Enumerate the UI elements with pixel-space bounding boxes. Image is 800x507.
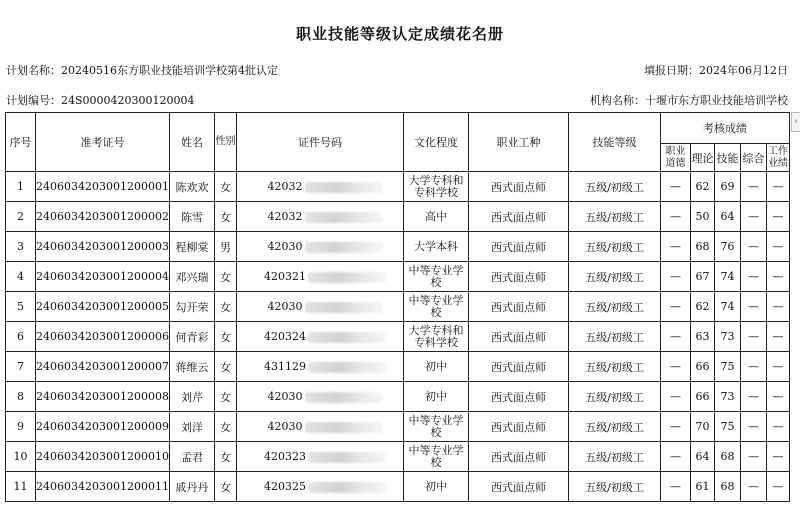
cell-level: 五级/初级工	[569, 472, 661, 502]
cell-id-no	[237, 382, 404, 412]
cell-gender: 女	[215, 472, 237, 502]
cell-score-ethics: —	[661, 412, 691, 442]
roster-table	[5, 112, 790, 502]
cell-id-no	[237, 352, 404, 382]
cell-score-work: —	[767, 382, 790, 412]
cell-gender: 女	[215, 352, 237, 382]
header-score-ethics: 职业道德	[661, 144, 691, 172]
cell-id-no	[237, 262, 404, 292]
table-row	[6, 472, 790, 502]
header-name: 姓名	[170, 113, 215, 172]
id-number-visible-prefix: 42032	[267, 210, 303, 223]
table-row	[6, 262, 790, 292]
cell-seq: 8	[6, 382, 36, 412]
cell-score-theory: 61	[691, 472, 715, 502]
id-number-visible-prefix: 420324	[264, 330, 306, 343]
cell-score-work: —	[767, 292, 790, 322]
cell-name: 何青彩	[170, 322, 215, 352]
cell-score-work: —	[767, 472, 790, 502]
cell-id-no	[237, 172, 404, 202]
cell-exam-no: 2406034203001200005	[36, 292, 170, 322]
cell-occupation: 西式面点师	[469, 442, 569, 472]
cell-exam-no: 2406034203001200007	[36, 352, 170, 382]
cell-id-no	[237, 472, 404, 502]
table-row	[6, 382, 790, 412]
cell-occupation: 西式面点师	[469, 172, 569, 202]
cell-id-no	[237, 412, 404, 442]
id-number-visible-prefix: 42030	[267, 300, 303, 313]
cell-level: 五级/初级工	[569, 232, 661, 262]
cell-occupation: 西式面点师	[469, 382, 569, 412]
cell-exam-no: 2406034203001200011	[36, 472, 170, 502]
cell-score-work: —	[767, 322, 790, 352]
cell-score-overall: —	[741, 352, 767, 382]
cell-level: 五级/初级工	[569, 262, 661, 292]
cell-name: 戚丹丹	[170, 472, 215, 502]
id-redaction-blur	[305, 422, 383, 433]
cell-level: 五级/初级工	[569, 202, 661, 232]
cell-score-overall: —	[741, 472, 767, 502]
cell-education: 中等专业学校	[404, 292, 469, 322]
cell-score-ethics: —	[661, 232, 691, 262]
header-score-skill: 技能	[715, 144, 741, 172]
cell-education: 初中	[404, 382, 469, 412]
cell-level: 五级/初级工	[569, 442, 661, 472]
cell-name: 蒋维云	[170, 352, 215, 382]
cell-level: 五级/初级工	[569, 172, 661, 202]
cell-occupation: 西式面点师	[469, 202, 569, 232]
cell-education: 大学本科	[404, 232, 469, 262]
cell-name: 陈欢欢	[170, 172, 215, 202]
cell-education: 大学专科和专科学校	[404, 322, 469, 352]
cell-score-overall: —	[741, 292, 767, 322]
cell-score-theory: 62	[691, 172, 715, 202]
cell-score-skill: 64	[715, 202, 741, 232]
cell-score-work: —	[767, 202, 790, 232]
cell-education: 高中	[404, 202, 469, 232]
cell-score-overall: —	[741, 382, 767, 412]
id-redaction-blur	[305, 392, 383, 403]
cell-education: 中等专业学校	[404, 442, 469, 472]
cell-score-ethics: —	[661, 172, 691, 202]
cell-level: 五级/初级工	[569, 292, 661, 322]
header-score-overall: 综合	[741, 144, 767, 172]
cell-seq: 7	[6, 352, 36, 382]
cell-level: 五级/初级工	[569, 322, 661, 352]
table-row	[6, 232, 790, 262]
cell-score-overall: —	[741, 232, 767, 262]
cell-level: 五级/初级工	[569, 382, 661, 412]
cell-score-skill: 73	[715, 322, 741, 352]
cell-score-overall: —	[741, 202, 767, 232]
header-gender: 性别	[215, 113, 237, 172]
id-number-visible-prefix: 42032	[267, 180, 303, 193]
id-number-visible-prefix: 420323	[264, 450, 306, 463]
cell-occupation: 西式面点师	[469, 262, 569, 292]
header-occupation: 职业工种	[469, 113, 569, 172]
cell-name: 邓兴瑞	[170, 262, 215, 292]
cell-score-overall: —	[741, 322, 767, 352]
cell-score-ethics: —	[661, 472, 691, 502]
cell-score-theory: 70	[691, 412, 715, 442]
cell-score-theory: 63	[691, 322, 715, 352]
cell-education: 初中	[404, 352, 469, 382]
cell-education: 初中	[404, 472, 469, 502]
cell-seq: 5	[6, 292, 36, 322]
cell-name: 陈雪	[170, 202, 215, 232]
header-id-no: 证件号码	[237, 113, 404, 172]
cell-id-no	[237, 322, 404, 352]
cell-gender: 女	[215, 412, 237, 442]
cell-score-theory: 68	[691, 232, 715, 262]
table-row	[6, 202, 790, 232]
cell-seq: 6	[6, 322, 36, 352]
table-row	[6, 412, 790, 442]
cell-score-ethics: —	[661, 382, 691, 412]
organization-name: 机构名称：十堰市东方职业技能培训学校	[590, 94, 788, 107]
id-number-visible-prefix: 42030	[267, 420, 303, 433]
cell-score-skill: 76	[715, 232, 741, 262]
cell-score-theory: 62	[691, 292, 715, 322]
cell-score-overall: —	[741, 412, 767, 442]
id-redaction-blur	[308, 332, 386, 343]
cell-score-work: —	[767, 262, 790, 292]
plan-name: 计划名称：20240516东方职业技能培训学校第4批认定	[6, 64, 278, 77]
id-number-visible-prefix: 42030	[267, 390, 303, 403]
plan-number: 计划编号：24S0000420300120004	[6, 94, 195, 107]
cell-seq: 11	[6, 472, 36, 502]
cell-score-work: —	[767, 442, 790, 472]
cell-score-ethics: —	[661, 292, 691, 322]
id-redaction-blur	[305, 302, 383, 313]
cell-score-skill: 75	[715, 352, 741, 382]
cell-exam-no: 2406034203001200004	[36, 262, 170, 292]
cell-education: 中等专业学校	[404, 412, 469, 442]
cell-gender: 女	[215, 292, 237, 322]
cell-occupation: 西式面点师	[469, 292, 569, 322]
id-number-visible-prefix: 42030	[267, 240, 303, 253]
header-seq: 序号	[6, 113, 36, 172]
cell-score-theory: 64	[691, 442, 715, 472]
id-number-visible-prefix: 420321	[264, 270, 306, 283]
cell-name: 程柳棠	[170, 232, 215, 262]
cell-exam-no: 2406034203001200002	[36, 202, 170, 232]
cell-id-no	[237, 202, 404, 232]
cell-exam-no: 2406034203001200010	[36, 442, 170, 472]
cell-gender: 女	[215, 322, 237, 352]
table-row	[6, 442, 790, 472]
cell-score-theory: 50	[691, 202, 715, 232]
header-education: 文化程度	[404, 113, 469, 172]
cell-score-ethics: —	[661, 322, 691, 352]
cell-score-skill: 74	[715, 292, 741, 322]
cell-id-no	[237, 232, 404, 262]
cell-occupation: 西式面点师	[469, 352, 569, 382]
table-header-row	[6, 113, 790, 144]
table-row	[6, 352, 790, 382]
cell-score-work: —	[767, 172, 790, 202]
cell-score-work: —	[767, 412, 790, 442]
side-panel-handle-icon[interactable]: ‹	[791, 112, 800, 132]
cell-id-no	[237, 442, 404, 472]
cell-score-ethics: —	[661, 442, 691, 472]
cell-score-theory: 67	[691, 262, 715, 292]
cell-seq: 2	[6, 202, 36, 232]
id-redaction-blur	[305, 242, 383, 253]
cell-name: 刘洋	[170, 412, 215, 442]
report-date: 填报日期：2024年06月12日	[644, 64, 788, 77]
table-row	[6, 292, 790, 322]
cell-score-overall: —	[741, 172, 767, 202]
cell-score-theory: 66	[691, 382, 715, 412]
cell-name: 孟君	[170, 442, 215, 472]
id-redaction-blur	[308, 362, 386, 373]
cell-gender: 女	[215, 382, 237, 412]
cell-score-skill: 68	[715, 472, 741, 502]
cell-seq: 3	[6, 232, 36, 262]
cell-score-work: —	[767, 232, 790, 262]
cell-score-ethics: —	[661, 202, 691, 232]
table-row	[6, 172, 790, 202]
cell-occupation: 西式面点师	[469, 232, 569, 262]
cell-score-work: —	[767, 352, 790, 382]
id-redaction-blur	[308, 482, 386, 493]
cell-score-ethics: —	[661, 262, 691, 292]
header-level: 技能等级	[569, 113, 661, 172]
cell-occupation: 西式面点师	[469, 322, 569, 352]
cell-exam-no: 240603420300120000​1	[36, 172, 170, 202]
cell-level: 五级/初级工	[569, 412, 661, 442]
cell-id-no	[237, 292, 404, 322]
id-redaction-blur	[305, 182, 383, 193]
cell-score-skill: 73	[715, 382, 741, 412]
cell-seq: 1	[6, 172, 36, 202]
cell-occupation: 西式面点师	[469, 472, 569, 502]
id-redaction-blur	[305, 212, 383, 223]
cell-score-skill: 68	[715, 442, 741, 472]
id-number-visible-prefix: 420325	[264, 480, 306, 493]
cell-occupation: 西式面点师	[469, 412, 569, 442]
cell-score-skill: 75	[715, 412, 741, 442]
cell-gender: 女	[215, 172, 237, 202]
cell-score-overall: —	[741, 262, 767, 292]
cell-education: 中等专业学校	[404, 262, 469, 292]
table-row	[6, 322, 790, 352]
roster-body	[6, 172, 790, 502]
cell-exam-no: 2406034203001200006	[36, 322, 170, 352]
cell-score-skill: 69	[715, 172, 741, 202]
cell-seq: 9	[6, 412, 36, 442]
id-number-visible-prefix: 431129	[264, 360, 306, 373]
cell-score-overall: —	[741, 442, 767, 472]
header-score-work: 工作业绩	[767, 144, 790, 172]
cell-gender: 女	[215, 262, 237, 292]
cell-gender: 女	[215, 442, 237, 472]
cell-seq: 10	[6, 442, 36, 472]
header-score-theory: 理论	[691, 144, 715, 172]
header-scores-group: 考核成绩	[661, 113, 790, 144]
cell-seq: 4	[6, 262, 36, 292]
cell-score-theory: 66	[691, 352, 715, 382]
cell-name: 刘芹	[170, 382, 215, 412]
cell-gender: 男	[215, 232, 237, 262]
cell-gender: 女	[215, 202, 237, 232]
cell-education: 大学专科和专科学校	[404, 172, 469, 202]
id-redaction-blur	[308, 272, 386, 283]
cell-name: 勾开荣	[170, 292, 215, 322]
id-redaction-blur	[308, 452, 386, 463]
cell-score-skill: 74	[715, 262, 741, 292]
cell-exam-no: 2406034203001200009	[36, 412, 170, 442]
cell-exam-no: 2406034203001200008	[36, 382, 170, 412]
cell-exam-no: 2406034203001200003	[36, 232, 170, 262]
cell-level: 五级/初级工	[569, 352, 661, 382]
page-title: 职业技能等级认定成绩花名册	[295, 25, 504, 43]
header-exam-no: 准考证号	[36, 113, 170, 172]
cell-score-ethics: —	[661, 352, 691, 382]
